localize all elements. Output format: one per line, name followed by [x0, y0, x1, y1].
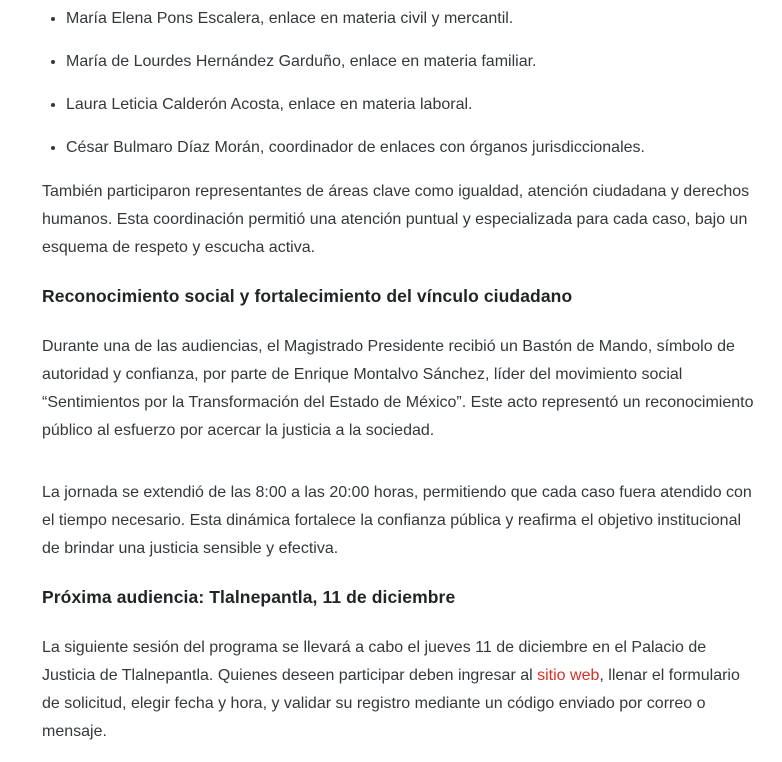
- list-item: • Laura Leticia Calderón Acosta, enlace en materia laboral.: [66, 91, 762, 119]
- next-session-text-before: La siguiente sesión del programa se llevará a cabo el jueves 11 de diciembre en el Palacio de Justicia de Tlalnepantla. Quienes deseen participar deben ingresar al: [42, 639, 707, 684]
- list-item: • María Elena Pons Escalera, enlace en materia civil y mercantil.: [66, 5, 762, 33]
- article-body: [42, 5, 762, 746]
- paragraph-next-session: [42, 634, 762, 746]
- heading-next-session: Próxima audiencia: Tlalnepantla, 11 de diciembre: [42, 587, 456, 607]
- list-item: • César Bulmaro Díaz Morán, coordinador de enlaces con órganos jurisdiccionales.: [66, 134, 762, 162]
- paragraph-coordination: También participaron representantes de áreas clave como igualdad, atención ciudadana y derechos humanos. Esta coordinación permitió una atención puntual y especializada para cada caso, bajo un esquema de respeto y escucha activa.: [42, 183, 750, 256]
- sitio-web-link[interactable]: sitio web: [537, 667, 600, 684]
- paragraph-jornada: La jornada se extendió de las 8:00 a las 20:00 horas, permitiendo que cada caso fuera atendido con el tiempo necesario. Esta dinámica fortalece la confianza pública y reafirma el objetivo institucional de brindar una justicia sensible y efectiva.: [42, 484, 752, 557]
- heading-recognition: Reconocimiento social y fortalecimiento del vínculo ciudadano: [42, 286, 573, 306]
- liaison-list: [42, 5, 762, 162]
- list-item: • María de Lourdes Hernández Garduño, enlace en materia familiar.: [66, 48, 762, 76]
- paragraph-baston: Durante una de las audiencias, el Magistrado Presidente recibió un Bastón de Mando, símbolo de autoridad y confianza, por parte de Enrique Montalvo Sánchez, líder del movimiento social “Sentimientos por la Transformación del Estado de México”. Este acto representó un reconocimiento público al esfuerzo por acercar la justicia a la sociedad.: [42, 338, 754, 439]
- next-session-text-after: , llenar el formulario de solicitud, elegir fecha y hora, y validar su registro mediante un código enviado por correo o mensaje.: [42, 667, 740, 740]
